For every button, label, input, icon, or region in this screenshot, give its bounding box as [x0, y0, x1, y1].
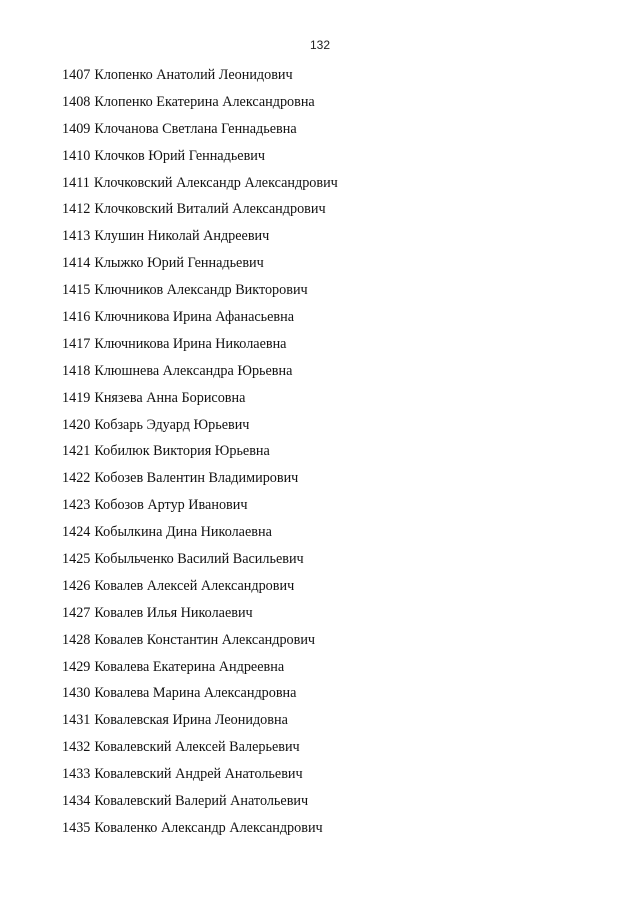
entry-name: Клопенко Анатолий Леонидович	[94, 67, 293, 83]
entry-name: Князева Анна Борисовна	[94, 389, 246, 406]
entry-name: Клочков Юрий Геннадьевич	[94, 147, 266, 164]
entry-number: 1431	[62, 712, 91, 729]
entry-name: Ковалевский Андрей Анатольевич	[94, 766, 303, 783]
entry-number: 1415	[62, 282, 91, 299]
entry-name: Ковалева Марина Александровна	[94, 685, 297, 702]
entry-name: Клопенко Екатерина Александровна	[94, 93, 315, 110]
entry-name: Ковалевская Ирина Леонидовна	[94, 712, 288, 729]
list-item	[62, 494, 338, 521]
entry-number: 1407	[62, 67, 91, 83]
entry-name: Кобылкина Дина Николаевна	[94, 524, 272, 541]
entry-name: Клюшнева Александра Юрьевна	[94, 362, 293, 379]
list-item	[62, 172, 338, 199]
list-item	[62, 333, 338, 360]
list-item	[62, 91, 338, 118]
entry-number: 1423	[62, 497, 91, 514]
entry-number: 1413	[62, 228, 91, 245]
list-item	[62, 817, 338, 844]
entry-name: Кобозов Артур Иванович	[94, 497, 248, 514]
entry-number: 1417	[62, 335, 91, 352]
page-number: 132	[309, 38, 331, 52]
entry-name: Ковалева Екатерина Андреевна	[94, 658, 285, 675]
list-item	[62, 118, 338, 145]
entry-number: 1425	[62, 551, 91, 568]
list-item	[62, 736, 338, 763]
entry-name: Кобилюк Виктория Юрьевна	[94, 443, 270, 460]
entry-number: 1429	[62, 658, 91, 675]
entry-name: Ковалевский Валерий Анатольевич	[94, 793, 309, 810]
entry-name: Клушин Николай Андреевич	[94, 228, 270, 245]
entry-name: Клочковский Виталий Александрович	[94, 201, 326, 218]
list-item	[62, 440, 338, 467]
list-item	[62, 656, 338, 683]
list-item	[62, 575, 338, 602]
list-item	[62, 414, 338, 441]
entry-name: Коваленко Александр Александрович	[94, 819, 323, 836]
entry-name: Клыжко Юрий Геннадьевич	[94, 255, 264, 272]
entry-number: 1433	[62, 766, 91, 783]
entry-number: 1410	[62, 147, 91, 164]
entry-number: 1420	[62, 416, 91, 433]
list-item	[62, 763, 338, 790]
list-item	[62, 360, 338, 387]
entry-number: 1428	[62, 631, 91, 648]
list-item	[62, 252, 338, 279]
entry-number: 1412	[62, 201, 91, 218]
entry-number: 1416	[62, 309, 91, 326]
entry-name: Кобыльченко Василий Васильевич	[94, 551, 304, 568]
entry-number: 1419	[62, 389, 91, 406]
list-item	[62, 306, 338, 333]
list-item	[62, 279, 338, 306]
entry-number: 1421	[62, 443, 91, 460]
entry-number: 1418	[62, 362, 91, 379]
entry-name: Кобзарь Эдуард Юрьевич	[94, 416, 250, 433]
list-item	[62, 629, 338, 656]
entry-number: 1432	[62, 739, 91, 756]
entry-name: Ключников Александр Викторович	[94, 282, 308, 299]
entry-name: Ковалев Илья Николаевич	[94, 604, 253, 621]
entry-name: Ковалевский Алексей Валерьевич	[94, 739, 300, 756]
entry-number: 1424	[62, 524, 91, 541]
entry-name: Ковалев Константин Александрович	[94, 631, 316, 648]
entry-number: 1430	[62, 685, 91, 702]
entry-number: 1434	[62, 793, 91, 810]
list-item	[62, 64, 338, 91]
entry-number: 1414	[62, 255, 91, 272]
entry-name: Клочанова Светлана Геннадьевна	[94, 120, 297, 137]
list-item	[62, 790, 338, 817]
list-item	[62, 709, 338, 736]
list-item	[62, 467, 338, 494]
entry-number: 1426	[62, 577, 91, 594]
entry-number: 1408	[62, 93, 91, 110]
list-item	[62, 548, 338, 575]
entry-number: 1409	[62, 120, 91, 137]
entry-number: 1411	[62, 174, 90, 191]
entry-name: Ковалев Алексей Александрович	[94, 577, 295, 594]
entry-number: 1422	[62, 470, 91, 487]
list-item	[62, 682, 338, 709]
list-item	[62, 225, 338, 252]
entry-name: Ключникова Ирина Николаевна	[94, 335, 287, 352]
list-item	[62, 198, 338, 225]
entry-number: 1435	[62, 819, 91, 836]
list-item	[62, 602, 338, 629]
list-item	[62, 387, 338, 414]
entry-name: Кобозев Валентин Владимирович	[94, 470, 299, 487]
list-item	[62, 521, 338, 548]
entry-name: Ключникова Ирина Афанасьевна	[94, 309, 295, 326]
entry-number: 1427	[62, 604, 91, 621]
entry-name: Клочковский Александр Александрович	[93, 174, 338, 191]
list-item	[62, 145, 338, 172]
entry-list	[62, 64, 338, 844]
